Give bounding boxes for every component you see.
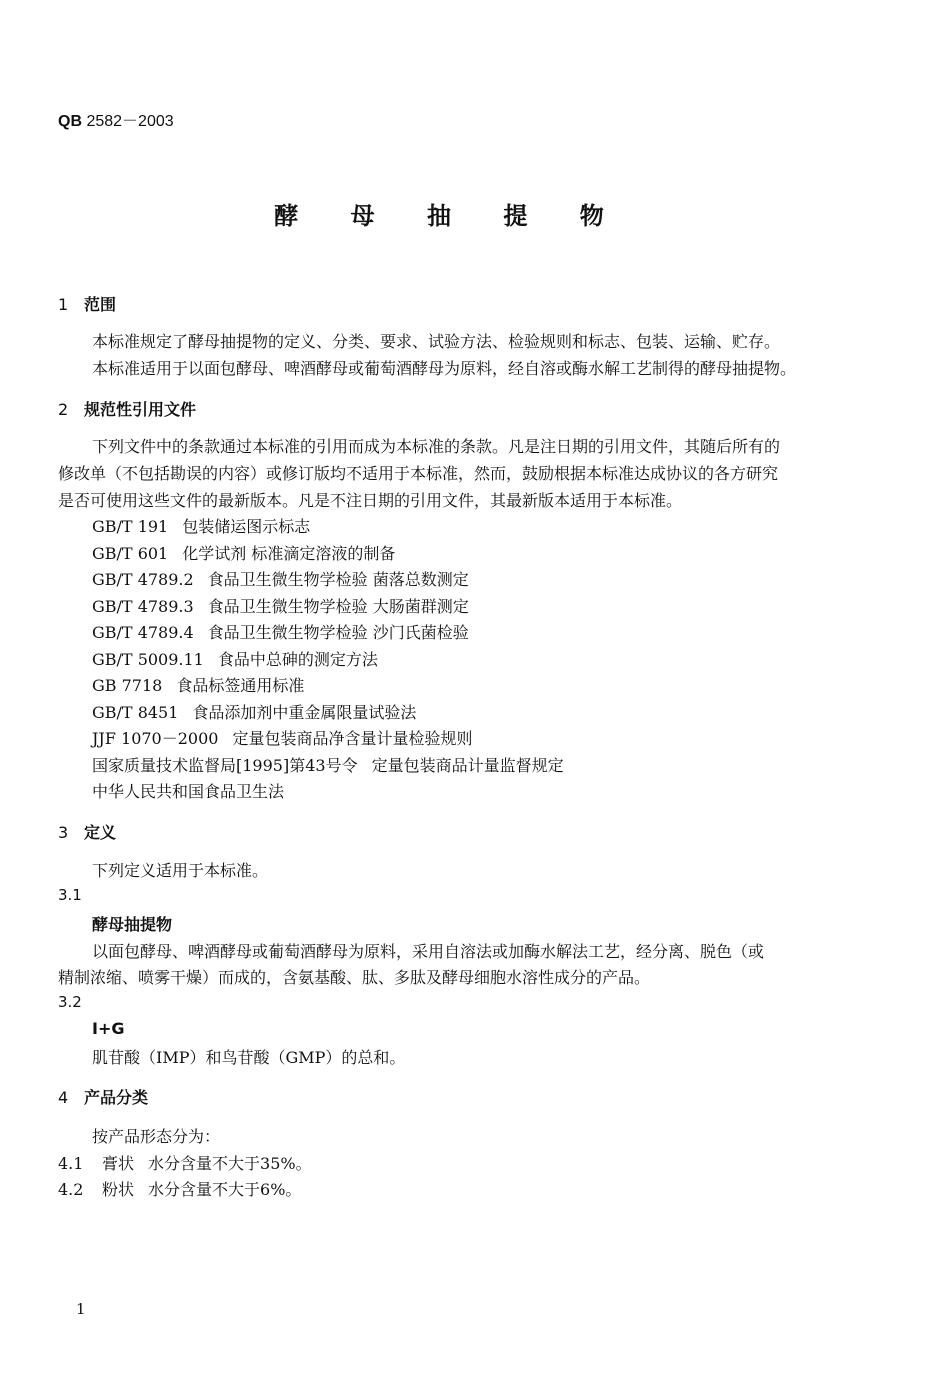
page-number: 1 — [76, 1300, 86, 1318]
section-1-heading: 1 范围 — [58, 295, 117, 314]
definition-3-1-line-2: 精制浓缩、喷雾干燥）而成的，含氨基酸、肽、多肽及酵母细胞水溶性成分的产品。 — [58, 968, 651, 987]
section-3-intro: 下列定义适用于本标准。 — [92, 861, 269, 880]
reference-item: GB/T 5009.11 食品中总砷的测定方法 — [92, 650, 378, 669]
reference-item: JJF 1070－2000 定量包装商品净含量计量检验规则 — [92, 729, 473, 748]
reference-item: GB 7718 食品标签通用标准 — [92, 676, 305, 695]
reference-item: GB/T 191 包装储运图示标志 — [92, 517, 311, 536]
section-2-heading: 2 规范性引用文件 — [58, 400, 197, 419]
section-2-intro-line-1: 下列文件中的条款通过本标准的引用而成为本标准的条款。凡是注日期的引用文件，其随后所有的 — [92, 437, 781, 456]
standard-number: QB 2582－2003 — [58, 113, 174, 130]
reference-item: GB/T 8451 食品添加剂中重金属限量试验法 — [92, 703, 417, 722]
reference-item: GB/T 4789.4 食品卫生微生物学检验 沙门氏菌检验 — [92, 623, 469, 642]
classification-item: 4.2 粉状 水分含量不大于6%。 — [58, 1180, 302, 1199]
reference-item: GB/T 4789.2 食品卫生微生物学检验 菌落总数测定 — [92, 570, 469, 589]
reference-item: GB/T 601 化学试剂 标准滴定溶液的制备 — [92, 544, 396, 563]
section-1-para-2: 本标准适用于以面包酵母、啤酒酵母或葡萄酒酵母为原料，经自溶或酶水解工艺制得的酵母抽提物。 — [92, 359, 797, 378]
section-3-heading: 3 定义 — [58, 823, 117, 842]
term-i-plus-g: I+G — [92, 1019, 125, 1038]
section-4-heading: 4 产品分类 — [58, 1088, 149, 1107]
clause-3-1-number: 3.1 — [58, 886, 82, 904]
reference-item: 中华人民共和国食品卫生法 — [92, 782, 285, 801]
definition-3-2: 肌苷酸（IMP）和鸟苷酸（GMP）的总和。 — [92, 1048, 406, 1067]
section-2-intro-line-3: 是否可使用这些文件的最新版本。凡是不注日期的引用文件，其最新版本适用于本标准。 — [58, 491, 683, 510]
reference-item: GB/T 4789.3 食品卫生微生物学检验 大肠菌群测定 — [92, 597, 469, 616]
reference-item: 国家质量技术监督局[1995]第43号令 定量包装商品计量监督规定 — [92, 756, 564, 775]
definition-3-1-line-1: 以面包酵母、啤酒酵母或葡萄酒酵母为原料，采用自溶法或加酶水解法工艺，经分离、脱色（或 — [92, 942, 765, 961]
document-title: 酵 母 抽 提 物 — [274, 202, 626, 230]
classification-item: 4.1 膏状 水分含量不大于35%。 — [58, 1154, 312, 1173]
section-2-intro-line-2: 修改单（不包括勘误的内容）或修订版均不适用于本标准，然而，鼓励根据本标准达成协议的各方研究 — [58, 464, 779, 483]
section-1-para-1: 本标准规定了酵母抽提物的定义、分类、要求、试验方法、检验规则和标志、包装、运输、贮存。 — [92, 332, 781, 351]
clause-3-2-number: 3.2 — [58, 993, 82, 1011]
section-4-intro: 按产品形态分为： — [92, 1127, 221, 1146]
term-yeast-extract: 酵母抽提物 — [92, 915, 173, 934]
